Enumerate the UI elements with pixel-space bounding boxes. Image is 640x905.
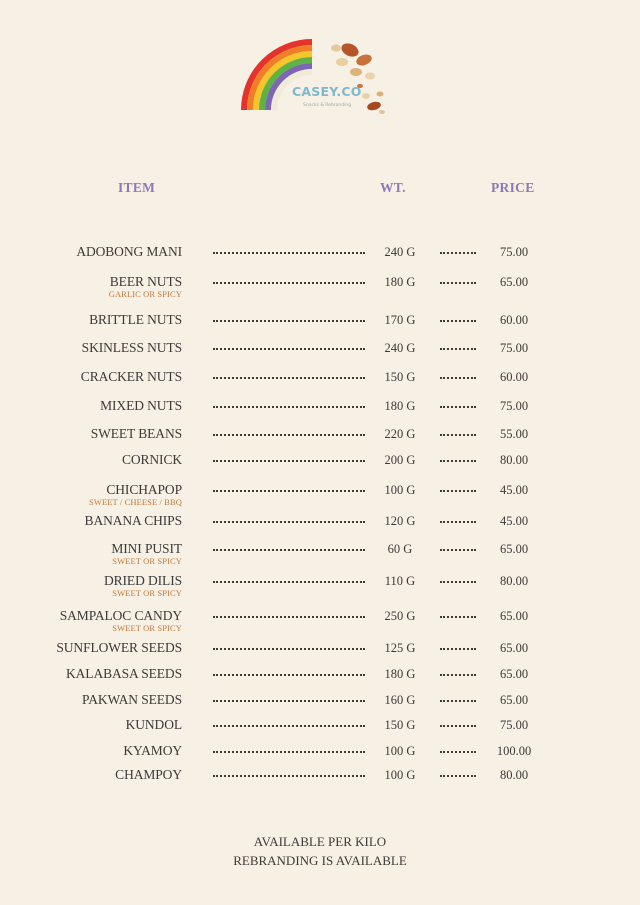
- item-price: 65.00: [499, 667, 529, 681]
- dot-leader: [213, 377, 365, 379]
- dot-leader: [213, 674, 365, 676]
- dot-leader: [440, 581, 476, 583]
- item-price: 75.00: [499, 245, 529, 259]
- item-name: DRIED DILIS: [103, 573, 182, 588]
- dot-leader: [440, 674, 476, 676]
- dot-leader: [213, 775, 365, 777]
- item-price: 65.00: [499, 609, 529, 623]
- item-weight: 100 G: [384, 744, 416, 758]
- dot-leader: [440, 320, 476, 322]
- column-header-price: PRICE: [491, 180, 535, 195]
- dot-leader: [440, 282, 476, 284]
- brand-name: CASEY.CO: [292, 84, 362, 99]
- item-name: SWEET BEANS: [90, 426, 182, 441]
- item-weight: 150 G: [384, 718, 416, 732]
- item-price: 75.00: [499, 718, 529, 732]
- item-price: 60.00: [499, 313, 529, 327]
- item-weight: 160 G: [384, 693, 416, 707]
- dot-leader: [213, 700, 365, 702]
- dot-leader: [213, 725, 365, 727]
- dot-leader: [440, 549, 476, 551]
- item-name: CHICHAPOP: [106, 482, 182, 497]
- item-weight: 100 G: [384, 483, 416, 497]
- dot-leader: [440, 377, 476, 379]
- dot-leader: [440, 700, 476, 702]
- item-price: 80.00: [499, 574, 529, 588]
- column-header-weight: WT.: [380, 180, 406, 195]
- dot-leader: [213, 521, 365, 523]
- dot-leader: [440, 521, 476, 523]
- item-price: 55.00: [499, 427, 529, 441]
- item-weight: 200 G: [384, 453, 416, 467]
- dot-leader: [213, 282, 365, 284]
- item-name: ADOBONG MANI: [76, 244, 182, 259]
- item-price: 65.00: [499, 542, 529, 556]
- item-name: KYAMOY: [123, 743, 182, 758]
- item-weight: 125 G: [384, 641, 416, 655]
- item-price: 65.00: [499, 641, 529, 655]
- dot-leader: [440, 460, 476, 462]
- item-variant: SWEET OR SPICY: [112, 556, 182, 566]
- item-price: 45.00: [499, 483, 529, 497]
- item-variant: GARLIC OR SPICY: [108, 289, 182, 299]
- dot-leader: [440, 406, 476, 408]
- dot-leader: [440, 490, 476, 492]
- item-price: 80.00: [499, 768, 529, 782]
- item-price: 65.00: [499, 275, 529, 289]
- dot-leader: [440, 648, 476, 650]
- item-weight: 240 G: [384, 245, 416, 259]
- item-price: 80.00: [499, 453, 529, 467]
- dot-leader: [213, 348, 365, 350]
- item-variant: SWEET OR SPICY: [112, 623, 182, 633]
- dot-leader: [213, 616, 365, 618]
- dot-leader: [213, 549, 365, 551]
- item-price: 75.00: [499, 341, 529, 355]
- item-weight: 250 G: [384, 609, 416, 623]
- item-name: KALABASA SEEDS: [66, 666, 182, 681]
- dot-leader: [213, 751, 365, 753]
- item-name: MINI PUSIT: [111, 541, 182, 556]
- dot-leader: [440, 751, 476, 753]
- item-weight: 240 G: [384, 341, 416, 355]
- dot-leader: [213, 648, 365, 650]
- dot-leader: [213, 406, 365, 408]
- dot-leader: [213, 252, 365, 254]
- item-price: 75.00: [499, 399, 529, 413]
- item-variant: SWEET OR SPICY: [112, 588, 182, 598]
- item-price: 60.00: [499, 370, 529, 384]
- brand-tagline: Snacks & Rebranding: [303, 103, 352, 108]
- item-price: 45.00: [499, 514, 529, 528]
- item-weight: 180 G: [384, 667, 416, 681]
- item-weight: 170 G: [384, 313, 416, 327]
- dot-leader: [440, 725, 476, 727]
- item-name: KUNDOL: [125, 717, 182, 732]
- item-name: SUNFLOWER SEEDS: [56, 640, 182, 655]
- item-price: 65.00: [499, 693, 529, 707]
- dot-leader: [440, 434, 476, 436]
- item-weight: 100 G: [384, 768, 416, 782]
- item-weight: 220 G: [384, 427, 416, 441]
- item-name: SAMPALOC CANDY: [59, 608, 182, 623]
- item-weight: 180 G: [384, 275, 416, 289]
- item-name: BANANA CHIPS: [84, 513, 182, 528]
- column-header-item: ITEM: [118, 180, 156, 195]
- item-weight: 120 G: [384, 514, 416, 528]
- dot-leader: [440, 775, 476, 777]
- item-variant: SWEET / CHEESE / BBQ: [89, 497, 182, 507]
- footer-note-rebranding: REBRANDING IS AVAILABLE: [233, 853, 407, 868]
- item-name: MIXED NUTS: [100, 398, 182, 413]
- item-weight: 150 G: [384, 370, 416, 384]
- item-name: CHAMPOY: [115, 767, 182, 782]
- item-weight: 60 G: [387, 542, 413, 556]
- item-name: SKINLESS NUTS: [81, 340, 182, 355]
- dot-leader: [440, 616, 476, 618]
- item-name: CORNICK: [121, 452, 182, 467]
- item-name: BRITTLE NUTS: [89, 312, 182, 327]
- dot-leader: [213, 434, 365, 436]
- footer-note-kilo: AVAILABLE PER KILO: [253, 834, 387, 849]
- item-name: CRACKER NUTS: [80, 369, 182, 384]
- dot-leader: [213, 490, 365, 492]
- item-price: 100.00: [496, 744, 532, 758]
- item-name: PAKWAN SEEDS: [82, 692, 182, 707]
- dot-leader: [213, 581, 365, 583]
- dot-leader: [213, 320, 365, 322]
- item-weight: 110 G: [384, 574, 416, 588]
- item-name: BEER NUTS: [109, 274, 182, 289]
- dot-leader: [440, 348, 476, 350]
- dot-leader: [213, 460, 365, 462]
- item-weight: 180 G: [384, 399, 416, 413]
- dot-leader: [440, 252, 476, 254]
